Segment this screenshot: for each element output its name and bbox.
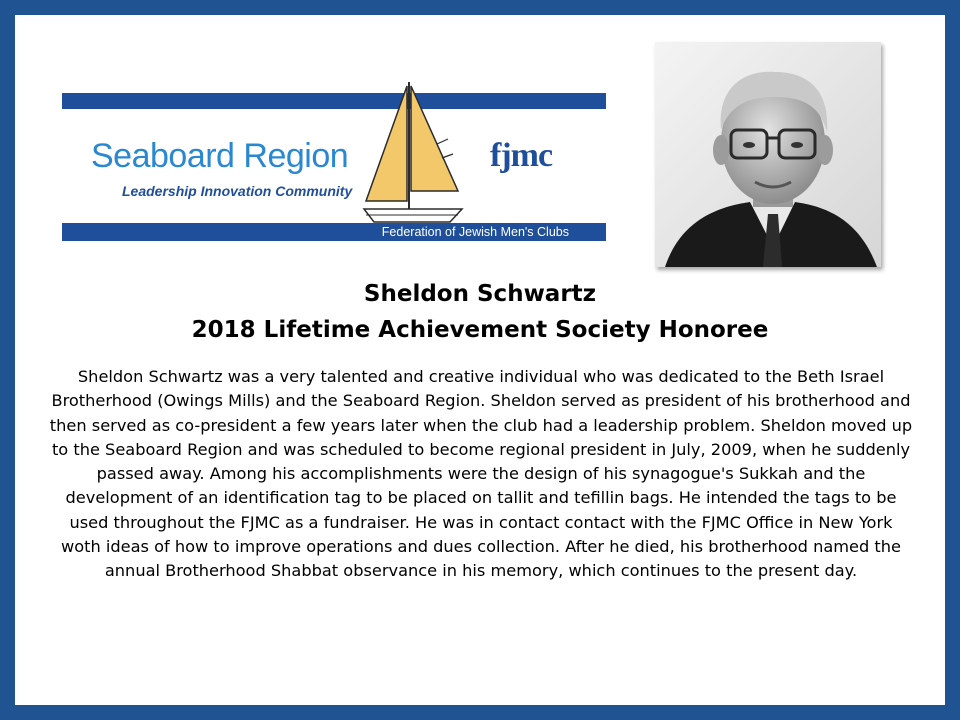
fjmc-brand: fjmc bbox=[490, 137, 553, 174]
logo-top-bar bbox=[62, 93, 606, 109]
honoree-biography: Sheldon Schwartz was a very talented and creative individual who was dedicated to the Beth Israel Brotherhood (Owings Mills) and the Seaboard Region. Sheldon served as president of his brotherhood and then served as co-president a few years later when the club had a leadership problem. Sheldon moved up to the Seaboard Region and was scheduled to become regional president in July, 2009, when he suddenly passed away. Among his accomplishments were the design of his synagogue's Sukkah and the development of an identification tag to be placed on tallit and tefillin bags. He intended the tags to be used throughout the FJMC as a fundraiser. He was in contact contact with the FJMC Office in New York woth ideas of how to improve operations and dues collection. After he died, his brotherhood named the annual Brotherhood Shabbat observance in his memory, which continues to the present day. bbox=[49, 367, 913, 581]
portrait-image bbox=[655, 42, 881, 267]
slide-frame bbox=[15, 15, 945, 705]
region-tagline: Leadership Innovation Community bbox=[122, 183, 353, 199]
honor-title: 2018 Lifetime Achievement Society Honoree bbox=[191, 317, 769, 343]
honoree-portrait bbox=[655, 42, 881, 267]
seaboard-region-logo bbox=[62, 66, 606, 241]
federation-bar: Federation of Jewish Men's Clubs bbox=[62, 223, 606, 241]
sailboat-icon bbox=[352, 66, 472, 241]
region-name: Seaboard Region bbox=[91, 137, 349, 175]
honoree-name: Sheldon Schwartz bbox=[363, 281, 597, 307]
